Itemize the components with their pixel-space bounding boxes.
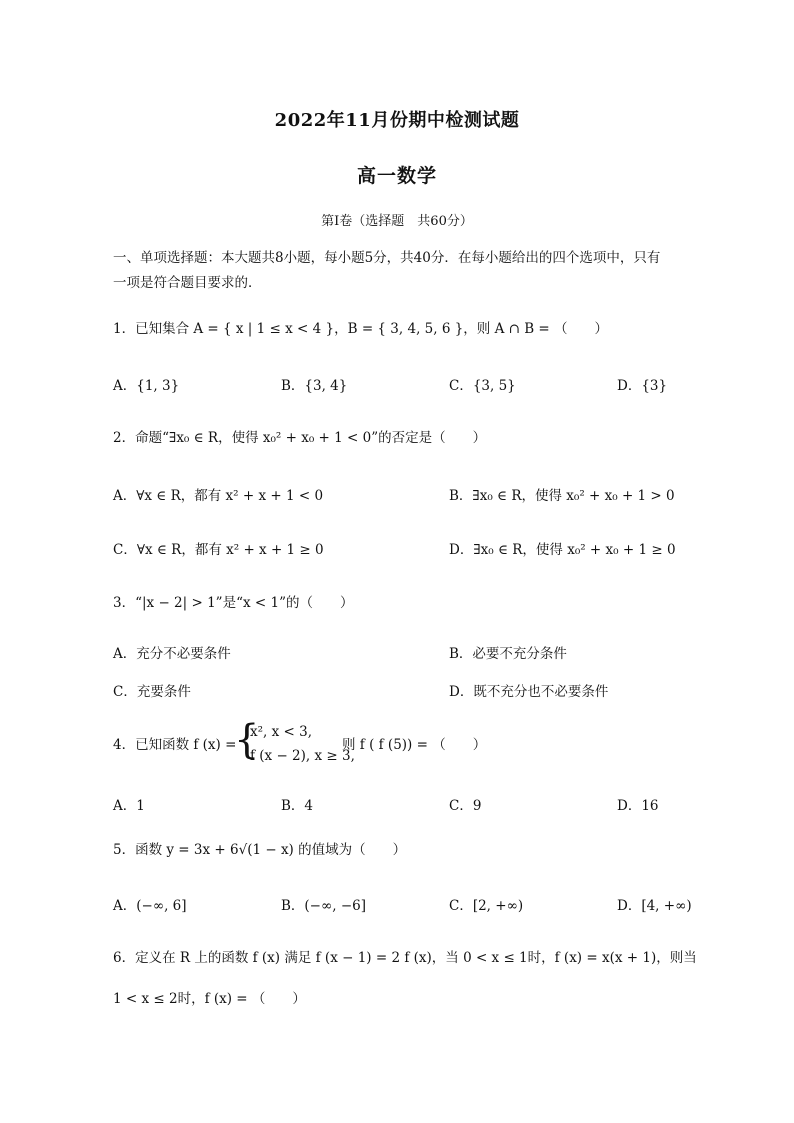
question-1-option-a[interactable]: A．{1, 3} <box>113 378 180 394</box>
question-1-option-c[interactable]: C．{3, 5} <box>449 378 516 394</box>
question-4-option-c[interactable]: C．9 <box>449 798 482 814</box>
question-4-piece-bottom: f (x − 2), x ≥ 3, <box>250 748 355 764</box>
question-5-stem: 5．函数 y = 3x + 6√(1 − x) 的值域为（ ） <box>113 842 407 858</box>
question-3-stem: 3．“|x − 2| > 1”是“x < 1”的（ ） <box>113 595 354 611</box>
question-3-option-a[interactable]: A．充分不必要条件 <box>113 646 231 662</box>
question-2-option-b[interactable]: B．∃x₀ ∈ R，使得 x₀² + x₀ + 1 > 0 <box>449 488 675 504</box>
question-2-option-d[interactable]: D．∃x₀ ∈ R，使得 x₀² + x₀ + 1 ≥ 0 <box>449 542 676 558</box>
question-4-piece-top: x², x < 3, <box>250 724 312 740</box>
question-4-stem-pre: 4．已知函数 f (x) = <box>113 737 237 753</box>
question-2-stem: 2．命题“∃x₀ ∈ R，使得 x₀² + x₀ + 1 < 0”的否定是（ ） <box>113 430 487 446</box>
question-5-option-b[interactable]: B．(−∞, −6] <box>281 898 366 914</box>
question-5-option-d[interactable]: D．[4, +∞) <box>617 898 692 914</box>
question-3-option-c[interactable]: C．充要条件 <box>113 684 191 700</box>
question-5-option-c[interactable]: C．[2, +∞) <box>449 898 524 914</box>
question-1-option-d[interactable]: D．{3} <box>617 378 668 394</box>
question-1-option-b[interactable]: B．{3, 4} <box>281 378 348 394</box>
section-instructions-line-1: 一、单项选择题：本大题共8小题，每小题5分，共40分．在每小题给出的四个选项中，只有 <box>113 250 661 266</box>
question-1-stem: 1．已知集合 A = { x | 1 ≤ x < 4 }，B = { 3, 4, 5, 6 }，则 A ∩ B = （ ） <box>113 321 609 337</box>
question-4-option-b[interactable]: B．4 <box>281 798 314 814</box>
volume-heading: 第I卷（选择题 共60分） <box>321 214 473 229</box>
section-instructions-line-2: 一项是符合题目要求的． <box>113 275 262 291</box>
question-3-option-b[interactable]: B．必要不充分条件 <box>449 646 567 662</box>
exam-subject: 高一数学 <box>356 165 437 187</box>
question-4-option-a[interactable]: A．1 <box>113 798 145 814</box>
piecewise-brace: { <box>234 717 260 763</box>
exam-title: 2022年11月份期中检测试题 <box>274 110 520 131</box>
question-2-option-a[interactable]: A．∀x ∈ R，都有 x² + x + 1 < 0 <box>113 488 324 504</box>
question-4-stem-post: 则 f ( f (5)) = （ ） <box>342 737 487 753</box>
question-2-option-c[interactable]: C．∀x ∈ R，都有 x² + x + 1 ≥ 0 <box>113 542 324 558</box>
question-6-stem-line-1: 6．定义在 R 上的函数 f (x) 满足 f (x − 1) = 2 f (x)，当 0 < x ≤ 1时，f (x) = x(x + 1)，则当 <box>113 950 697 966</box>
question-6-stem-line-2: 1 < x ≤ 2时，f (x) = （ ） <box>113 991 306 1007</box>
question-5-option-a[interactable]: A．(−∞, 6] <box>113 898 187 914</box>
question-3-option-d[interactable]: D．既不充分也不必要条件 <box>449 684 609 700</box>
question-4-option-d[interactable]: D．16 <box>617 798 659 814</box>
